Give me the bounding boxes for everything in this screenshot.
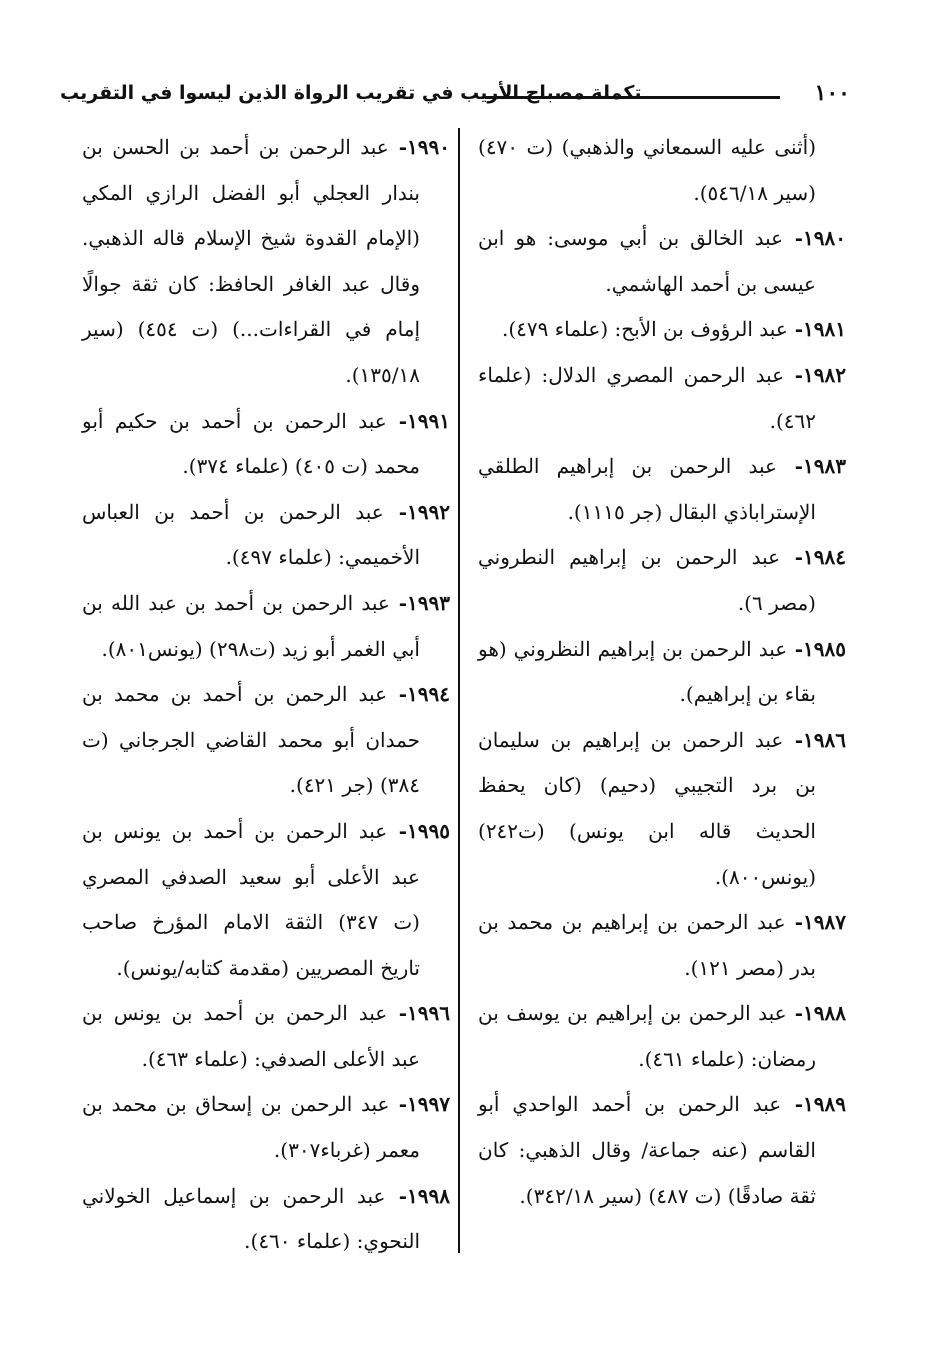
entry-1988: ١٩٨٨- عبد الرحمن بن إبراهيم بن يوسف بن رمضان: (علماء ٤٦١). xyxy=(478,1001,846,1071)
entry-1985: ١٩٨٥- عبد الرحمن بن إبراهيم النظروني (هو بقاء بن إبراهيم). xyxy=(478,636,846,707)
column-divider xyxy=(458,128,460,1253)
entry-1980: ١٩٨٠- عبد الخالق بن أبي موسى: هو ابن عيسى بن أحمد الهاشمي. xyxy=(478,226,846,296)
entry-1987: ١٩٨٧- عبد الرحمن بن إبراهيم بن محمد بن بدر (مصر ١٢١). xyxy=(478,910,846,980)
entry-1997: ١٩٩٧- عبد الرحمن بن إسحاق بن محمد بن معمر (غرباء٣٠٧). xyxy=(82,1092,451,1163)
left-column xyxy=(82,125,450,1265)
entry-1989: ١٩٨٩- عبد الرحمن بن أحمد الواحدي أبو القاسم (عنه جماعة/ وقال الذهبي: كان ثقة صادقًا) (ت ٤٨٧) (سير ٣٤٢/١٨). xyxy=(478,1092,847,1208)
header-rule xyxy=(485,96,780,99)
entry-1991: ١٩٩١- عبد الرحمن بن أحمد بن حكيم أبو محمد (ت ٤٠٥) (علماء ٣٧٤). xyxy=(82,408,450,479)
entry-1986: ١٩٨٦- عبد الرحمن بن إبراهيم بن سليمان بن برد التجيبي (دحيم) (كان يحفظ الحديث قاله ابن يونس) (ت٢٤٢) (يونس٨٠٠). xyxy=(478,727,846,889)
entry-1983: ١٩٨٣- عبد الرحمن بن إبراهيم الطلقي الإستراباذي البقال (جر ١١١٥). xyxy=(478,454,846,524)
page-header xyxy=(60,78,850,118)
entry-1984: ١٩٨٤- عبد الرحمن بن إبراهيم النطروني (مصر ٦). xyxy=(478,545,847,615)
entry-1998: ١٩٩٨- عبد الرحمن بن إسماعيل الخولاني النحوي: (علماء ٤٦٠). xyxy=(82,1183,450,1254)
running-title: تكملة مصباح الأريب في تقريب الرواة الذين ليسوا في التقريب xyxy=(60,82,642,104)
entry-1993: ١٩٩٣- عبد الرحمن بن أحمد بن عبد الله بن أبي الغمر أبو زيد (ت٢٩٨) (يونس٨٠١). xyxy=(82,590,450,661)
entry-1992: ١٩٩٢- عبد الرحمن بن أحمد بن العباس الأخميمي: (علماء ٤٩٧). xyxy=(82,499,450,570)
entry-1996: ١٩٩٦- عبد الرحمن بن أحمد بن يونس بن عبد الأعلى الصدفي: (علماء ٤٦٣). xyxy=(82,1001,451,1071)
entry-1994: ١٩٩٤- عبد الرحمن بن أحمد بن محمد بن حمدان أبو محمد القاضي الجرجاني (ت ٣٨٤) (جر ٤٢١). xyxy=(82,682,451,798)
entry-1981: ١٩٨١- عبد الرؤوف بن الأبح: (علماء ٤٧٩). xyxy=(501,317,846,342)
entry-continuation: (أثنى عليه السمعاني والذهبي) (ت ٤٧٠) (سير ٥٤٦/١٨). xyxy=(478,135,816,205)
entry-1982: ١٩٨٢- عبد الرحمن المصري الدلال: (علماء ٤٦٢). xyxy=(478,362,846,433)
entry-1990: ١٩٩٠- عبد الرحمن بن أحمد بن الحسن بن بندار العجلي أبو الفضل الرازي المكي (الإمام القدوة شيخ الإسلام قاله الذهبي. وقال عبد الغافر الحافظ: كان ثقة جوالًا إمام في القراءات...) (ت ٤٥٤) (سير ١٣٥/١٨). xyxy=(82,135,450,387)
entry-1995: ١٩٩٥- عبد الرحمن بن أحمد بن يونس بن عبد الأعلى أبو سعيد الصدفي المصري (ت ٣٤٧) الثقة الامام المؤرخ صاحب تاريخ المصريين (مقدمة كتابه/يونس). xyxy=(82,818,451,980)
right-column xyxy=(478,125,846,1219)
page-number: ١٠٠ xyxy=(814,80,850,106)
